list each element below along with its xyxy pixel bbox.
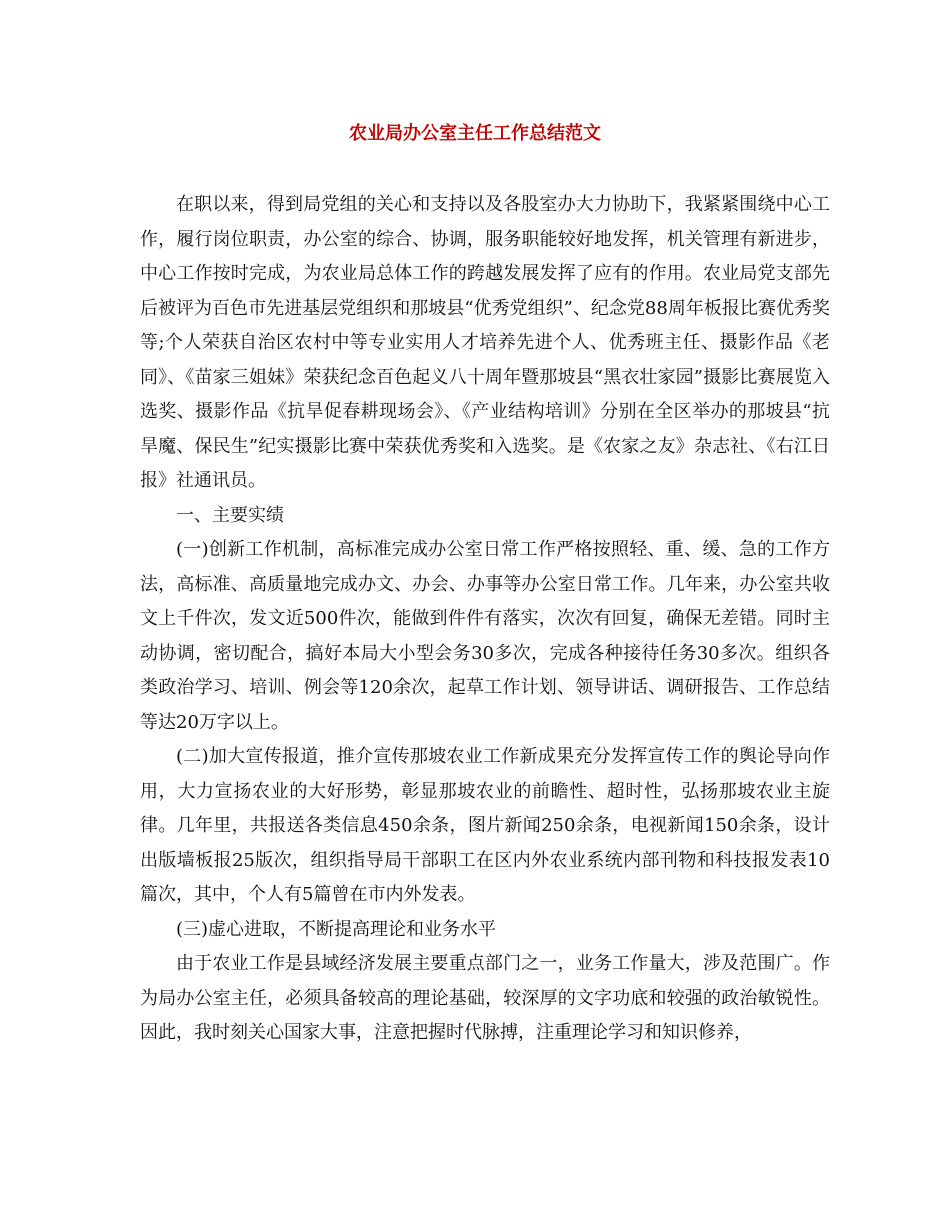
paragraph-intro: 在职以来，得到局党组的关心和支持以及各股室办大力协助下，我紧紧围绕中心工作，履行岗位职责，办公室的综合、协调，服务职能较好地发挥，机关管理有新进步，中心工作按时完成，为农业局总体工作的跨越发展发挥了应有的作用。农业局党支部先后被评为百色市先进基层党组织和那坡县“优秀党组织”、纪念党88周年板报比赛优秀奖等;个人荣获自治区农村中等专业实用人才培养先进个人、优秀班主任、摄影作品《老同》、《苗家三姐妹》荣获纪念百色起义八十周年暨那坡县“黑衣壮家园”摄影比赛展览入选奖、摄影作品《抗旱促春耕现场会》、《产业结构培训》分别在全区举办的那坡县“抗旱魔、保民生”纪实摄影比赛中荣获优秀奖和入选奖。是《农家之友》杂志社、《右江日报》社通讯员。 [140,194,830,491]
section-heading-main-achievements: 一、主要实绩 [176,504,284,526]
document-body [140,188,830,1051]
paragraph-item-3-body: 由于农业工作是县域经济发展主要重点部门之一，业务工作量大，涉及范围广。作为局办公室主任，必须具备较高的理论基础，较深厚的文字功底和较强的政治敏锐性。因此，我时刻关心国家大事，注意把握时代脉搏，注重理论学习和知识修养， [140,953,830,1043]
subheading-item-3: (三)虚心进取，不断提高理论和业务水平 [176,918,497,940]
document-title: 农业局办公室主任工作总结范文 [349,123,601,144]
paragraph-item-2: (二)加大宣传报道，推介宣传那坡农业工作新成果充分发挥宣传工作的舆论导向作用，大力宣扬农业的大好形势，彰显那坡农业的前瞻性、超时性，弘扬那坡农业主旋律。几年里，共报送各类信息450余条，图片新闻250余条，电视新闻150余条，设计出版墙板报25版次，组织指导局干部职工在区内外农业系统内部刊物和科技报发表10篇次，其中，个人有5篇曾在市内外发表。 [140,746,830,905]
paragraph-item-1: (一)创新工作机制，高标准完成办公室日常工作严格按照轻、重、缓、急的工作方法，高标准、高质量地完成办文、办会、办事等办公室日常工作。几年来，办公室共收文上千件次，发文近500件次，能做到件件有落实，次次有回复，确保无差错。同时主动协调，密切配合，搞好本局大小型会务30多次，完成各种接待任务30多次。组织各类政治学习、培训、例会等120余次，起草工作计划、领导讲话、调研报告、工作总结等达20万字以上。 [140,539,830,733]
